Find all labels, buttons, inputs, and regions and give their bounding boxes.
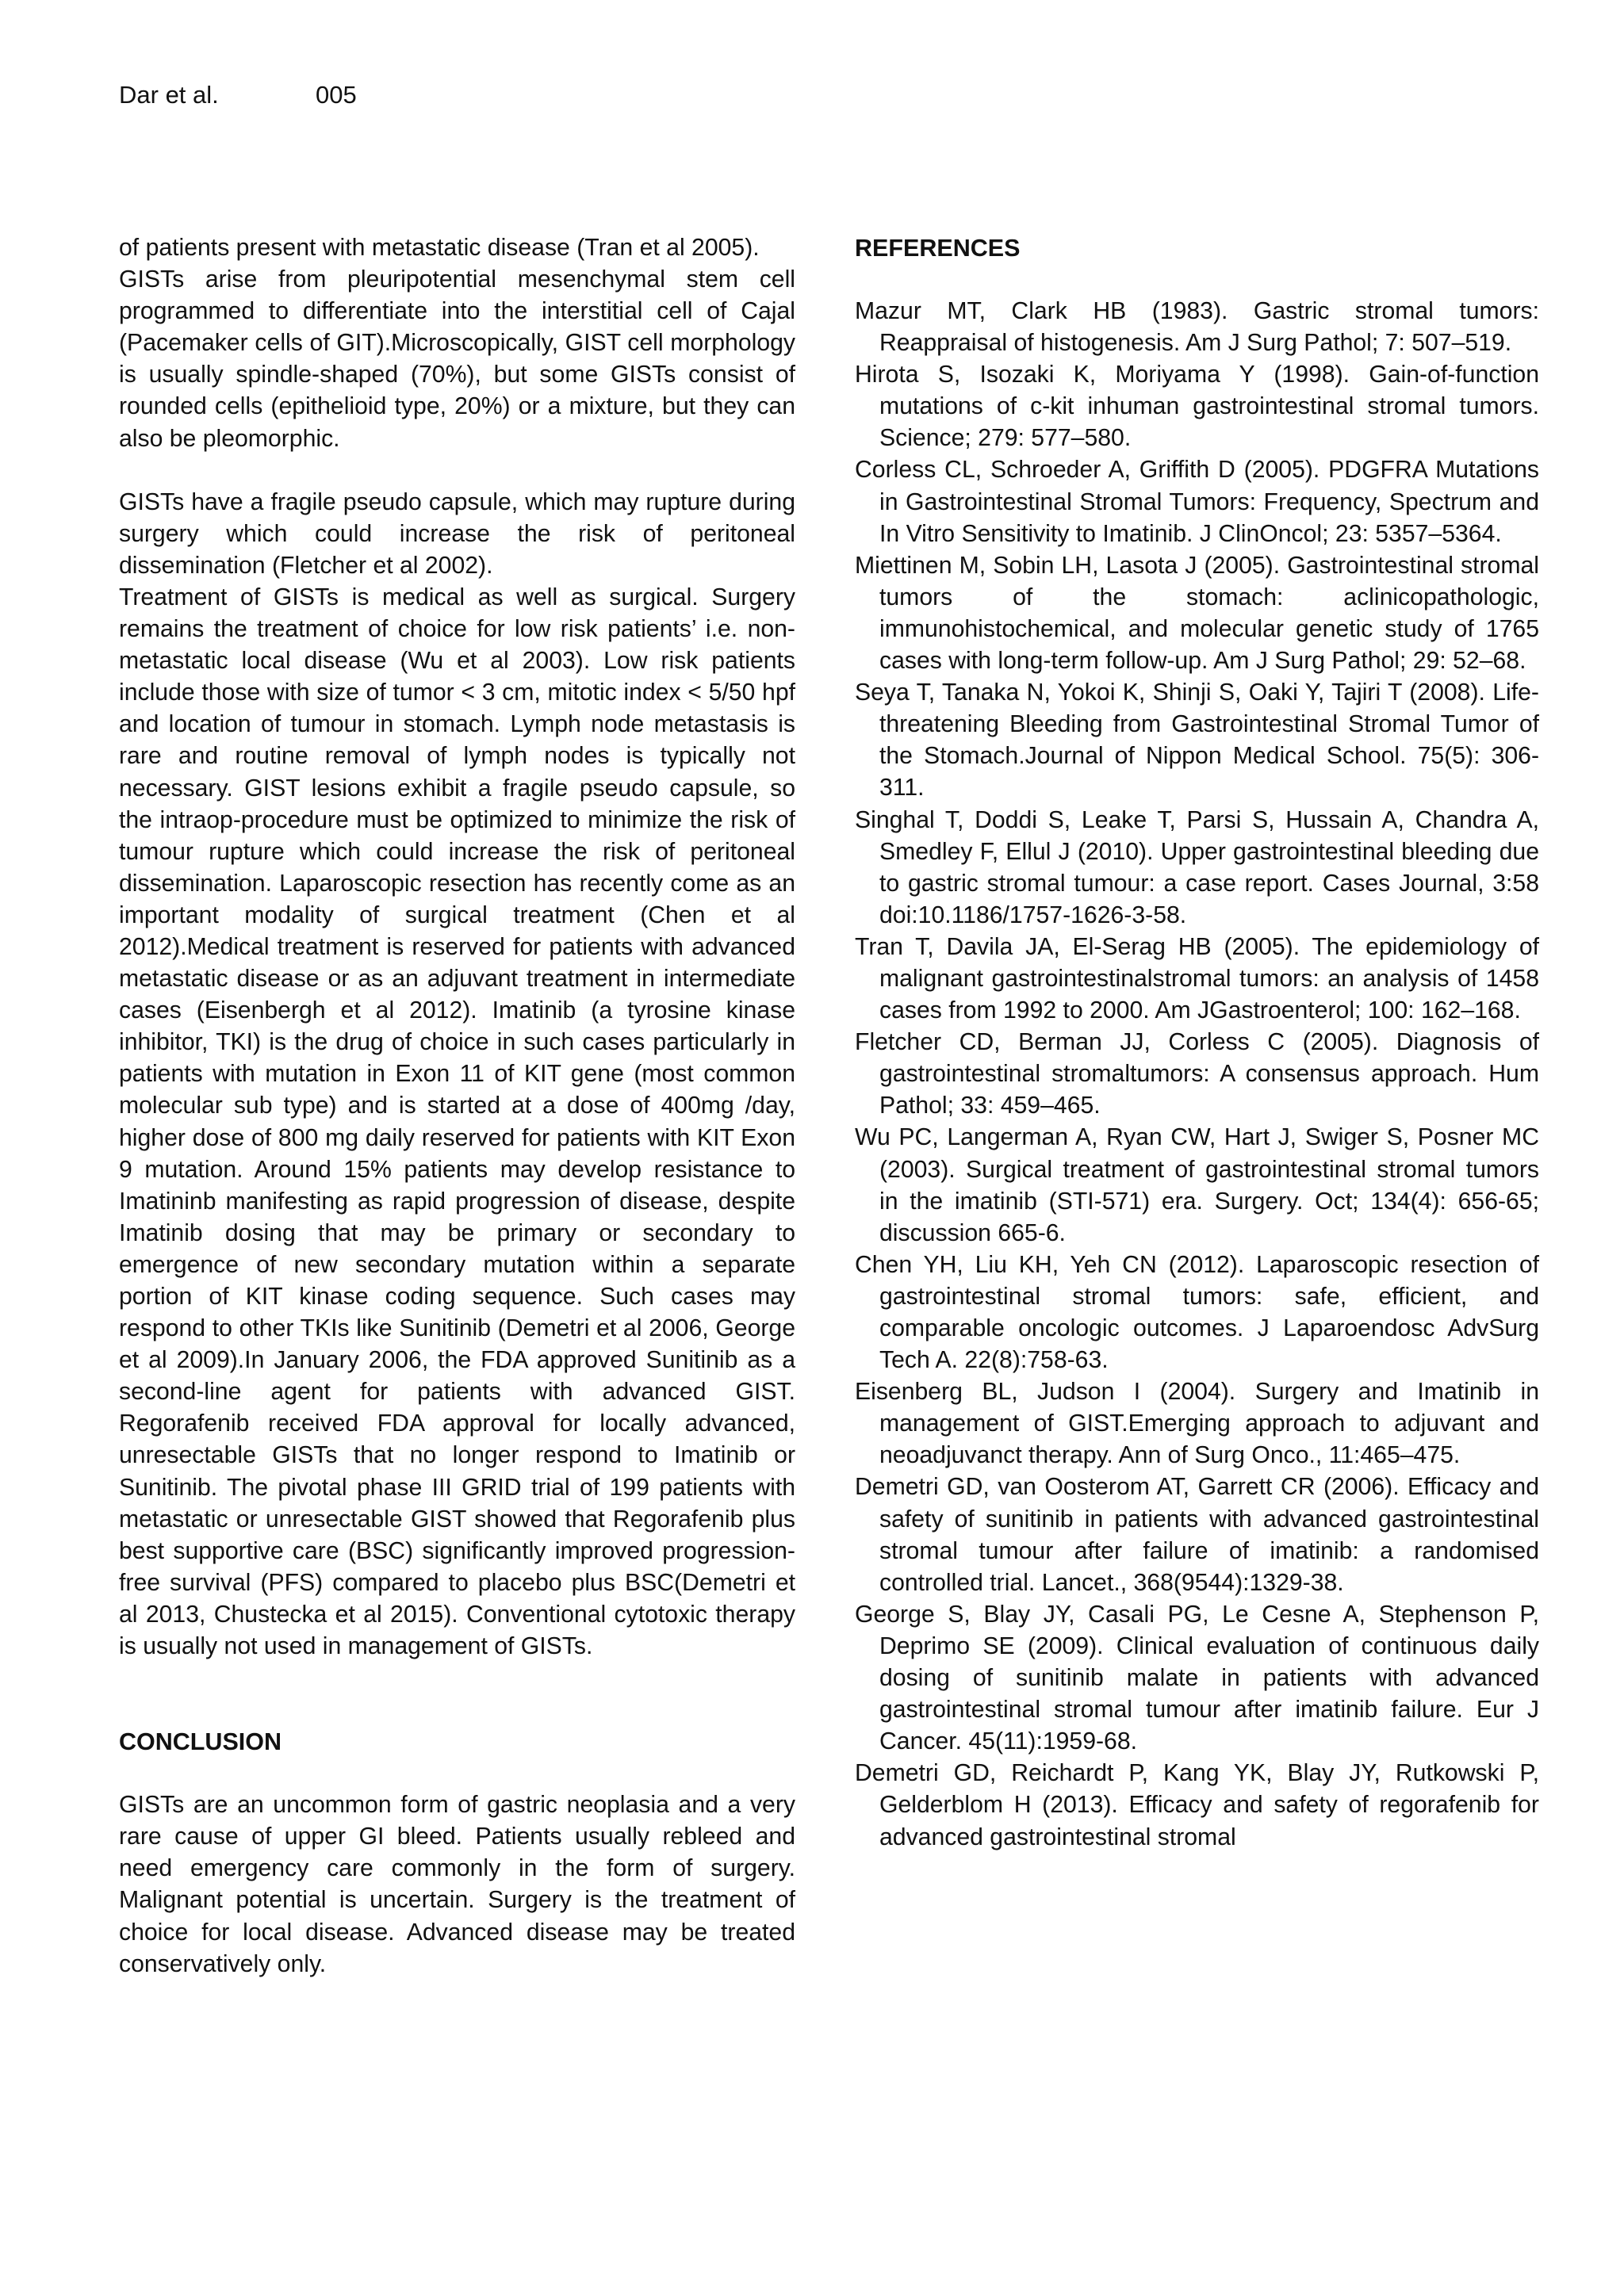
reference-item: Demetri GD, Reichardt P, Kang YK, Blay JY, Rutkowski P, Gelderblom H (2013). Efficacy and safety of regorafenib for advanced gastrointestinal stromal [855, 1760, 1539, 1850]
body-paragraph: GISTs arise from pleuripotential mesenchymal stem cell programmed to differentiate into the interstitial cell of Cajal (Pacemaker cells of GIT).Microscopically, GIST cell morphology is usually spindle-shaped (70%), but some GISTs consist of rounded cells (epithelioid type, 20%) or a mixture, but they can also be pleomorphic. [119, 266, 795, 452]
reference-item: Hirota S, Isozaki K, Moriyama Y (1998). Gain-of-function mutations of c-kit inhuman gastrointestinal stromal tumors. Science; 279: 577–580. [855, 362, 1539, 452]
references-column [855, 232, 1539, 1854]
body-paragraph: Treatment of GISTs is medical as well as surgical. Surgery remains the treatment of choice for low risk patients’ i.e. non-metastatic local disease (Wu et al 2003). Low risk patients include those with size of tumor < 3 cm, mitotic index < 5/50 hpf and location of tumour in stomach. Lymph node metastasis is rare and routine removal of lymph nodes is typically not necessary. GIST lesions exhibit a fragile pseudo capsule, so the intraop-procedure must be optimized to minimize the risk of tumour rupture which could increase the risk of peritoneal dissemination. Laparoscopic resection has recently come as an important modality of surgical treatment (Chen et al 2012).Medical treatment is reserved for patients with advanced metastatic disease or as an adjuvant treatment in intermediate cases (Eisenbergh et al 2012). Imatinib (a tyrosine kinase inhibitor, TKI) is the drug of choice in such cases particularly in patients with mutation in Exon 11 of KIT gene (most common molecular sub type) and is started at a dose of 400mg /day, higher dose of 800 mg daily reserved for patients with KIT Exon 9 mutation. Around 15% patients may develop resistance to Imatininb manifesting as rapid progression of disease, despite Imatinib dosing that may be primary or secondary to emergence of new secondary mutation within a separate portion of KIT kinase coding sequence. Such cases may respond to other TKIs like Sunitinib (Demetri et al 2006, George et al 2009).In January 2006, the FDA approved Sunitinib as a second-line agent for patients with advanced GIST. Regorafenib received FDA approval for locally advanced, unresectable GISTs that no longer respond to Imatinib or Sunitinib. The pivotal phase III GRID trial of 199 patients with metastatic or unresectable GIST showed that Regorafenib plus best supportive care (BSC) significantly improved progression-free survival (PFS) compared to placebo plus BSC(Demetri et al 2013, Chustecka et al 2015). Conventional cytotoxic therapy is usually not used in management of GISTs. [119, 584, 795, 1660]
conclusion-paragraph: GISTs are an uncommon form of gastric neoplasia and a very rare cause of upper GI bleed. Patients usually rebleed and need emergency care commonly in the form of surgery. Malignant potential is uncertain. Surgery is the treatment of choice for local disease. Advanced disease may be treated conservatively only. [119, 1792, 795, 1977]
reference-item: Tran T, Davila JA, El-Serag HB (2005). The epidemiology of malignant gastrointestinalstromal tumors: an analysis of 1458 cases from 1992 to 2000. Am JGastroenterol; 100: 162–168. [855, 933, 1539, 1024]
running-head-authors: Dar et al. [119, 81, 219, 109]
reference-item: Mazur MT, Clark HB (1983). Gastric stromal tumors: Reappraisal of histogenesis. Am J Surg Pathol; 7: 507–519. [855, 298, 1539, 357]
page-number: 005 [316, 81, 357, 109]
conclusion-heading: CONCLUSION [119, 1728, 282, 1756]
body-paragraph: of patients present with metastatic disease (Tran et al 2005). [119, 235, 760, 261]
reference-item: Seya T, Tanaka N, Yokoi K, Shinji S, Oaki Y, Tajiri T (2008). Life-threatening Bleeding from Gastrointestinal Stromal Tumor of the Stomach.Journal of Nippon Medical School. 75(5): 306-311. [855, 679, 1539, 802]
reference-item: Corless CL, Schroeder A, Griffith D (2005). PDGFRA Mutations in Gastrointestinal Stromal Tumors: Frequency, Spectrum and In Vitro Sensitivity to Imatinib. J ClinOncol; 23: 5357–5364. [855, 457, 1539, 547]
references-heading: REFERENCES [855, 235, 1021, 262]
reference-item: Demetri GD, van Oosterom AT, Garrett CR (2006). Efficacy and safety of sunitinib in patients with advanced gastrointestinal stromal tumour after failure of imatinib: a randomised controlled trial. Lancet., 368(9544):1329-38. [855, 1474, 1539, 1596]
reference-item: George S, Blay JY, Casali PG, Le Cesne A, Stephenson P, Deprimo SE (2009). Clinical evaluation of continuous daily dosing of sunitinib malate in patients with advanced gastrointestinal stromal tumour after imatinib failure. Eur J Cancer. 45(11):1959-68. [855, 1601, 1539, 1755]
reference-item: Chen YH, Liu KH, Yeh CN (2012). Laparoscopic resection of gastrointestinal stromal tumors: safe, efficient, and comparable oncologic outcomes. J Laparoendosc AdvSurg Tech A. 22(8):758-63. [855, 1251, 1539, 1374]
reference-item: Eisenberg BL, Judson I (2004). Surgery and Imatinib in management of GIST.Emerging approach to adjuvant and neoadjuvanct therapy. Ann of Surg Onco., 11:465–475. [855, 1379, 1539, 1469]
reference-item: Fletcher CD, Berman JJ, Corless C (2005). Diagnosis of gastrointestinal stromaltumors: A consensus approach. Hum Pathol; 33: 459–465. [855, 1029, 1539, 1119]
body-paragraph: GISTs have a fragile pseudo capsule, which may rupture during surgery which could increase the risk of peritoneal dissemination (Fletcher et al 2002). [119, 488, 795, 579]
reference-item: Singhal T, Doddi S, Leake T, Parsi S, Hussain A, Chandra A, Smedley F, Ellul J (2010). Upper gastrointestinal bleeding due to gastric stromal tumour: a case report. Cases Journal, 3:58 doi:10.1186/1757-1626-3-58. [855, 806, 1539, 928]
reference-item: Miettinen M, Sobin LH, Lasota J (2005). Gastrointestinal stromal tumors of the stomach: aclinicopathologic, immunohistochemical, and molecular genetic study of 1765 cases with long-term follow-up. Am J Surg Pathol; 29: 52–68. [855, 552, 1539, 675]
left-column [119, 232, 795, 1980]
running-header [119, 79, 357, 111]
reference-item: Wu PC, Langerman A, Ryan CW, Hart J, Swiger S, Posner MC (2003). Surgical treatment of gastrointestinal stromal tumors in the imatinib (STI-571) era. Surgery. Oct; 134(4): 656-65; discussion 665-6. [855, 1124, 1539, 1246]
